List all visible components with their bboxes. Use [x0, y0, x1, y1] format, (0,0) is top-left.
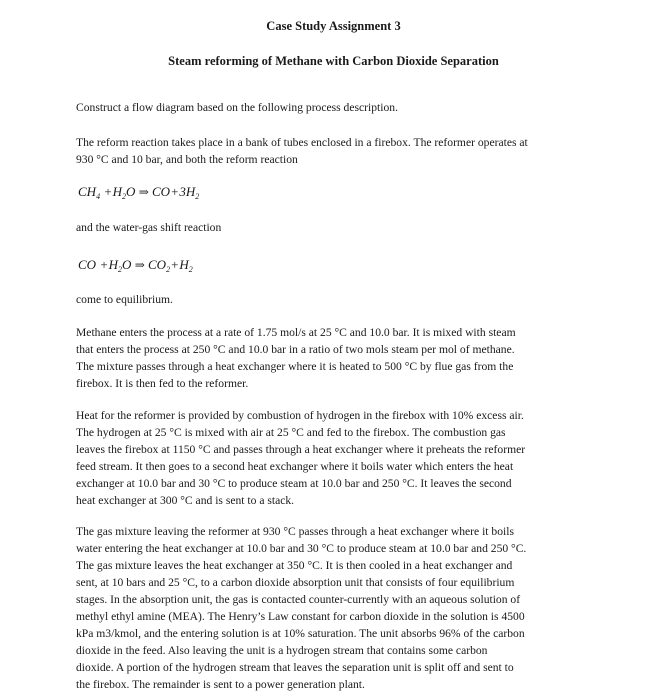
arrow-icon: ⇒: [138, 185, 149, 199]
shift-reaction-intro: [76, 219, 601, 236]
page-title: Case Study Assignment 3: [266, 19, 401, 33]
paragraph-line: the firebox. The remainder is sent to a power generation plant.: [76, 678, 365, 691]
paragraph-line: water entering the heat exchanger at 10.0 bar and 30 °C to produce steam at 10.0 bar and 250 °C.: [76, 542, 527, 555]
paragraph-line: come to equilibrium.: [76, 293, 173, 306]
paragraph-line: firebox. It is then fed to the reformer.: [76, 377, 249, 390]
paragraph-line: The hydrogen at 25 °C is mixed with air at 25 °C and fed to the firebox. The combustion gas: [76, 426, 506, 439]
paragraph-separation: [76, 523, 601, 693]
paragraph-line: dioxide in the feed. Also leaving the unit is a hydrogen stream that contains some carbon: [76, 644, 488, 657]
paragraph-line: feed stream. It then goes to a second heat exchanger where it boils water which enters the heat: [76, 460, 514, 473]
paragraph-line: The gas mixture leaving the reformer at 930 °C passes through a heat exchanger where it boils: [76, 525, 514, 538]
paragraph-line: kPa m3/kmol, and the entering solution is at 10% saturation. The unit absorbs 96% of the carbon: [76, 627, 525, 640]
reform-reaction-equation: $CH_4 +H_2O$ ⇒ $CO+3H_2$: [78, 184, 200, 201]
paragraph-line: sent, at 10 bars and 25 °C, to a carbon dioxide absorption unit that consists of four equilibrium: [76, 576, 515, 589]
paragraph-reformer: [76, 134, 601, 168]
paragraph-line: stages. In the absorption unit, the gas is contacted counter-currently with an aqueous solution of: [76, 593, 521, 606]
paragraph-line: Construct a flow diagram based on the following process description.: [76, 101, 398, 114]
paragraph-line: 930 °C and 10 bar, and both the reform reaction: [76, 153, 298, 166]
paragraph-firebox-heat: [76, 407, 601, 509]
paragraph-line: leaves the firebox at 1150 °C and passes through a heat exchanger where it preheats the reformer: [76, 443, 526, 456]
paragraph-line: The reform reaction takes place in a bank of tubes enclosed in a firebox. The reformer operates at: [76, 136, 528, 149]
paragraph-line: that enters the process at 250 °C and 10.0 bar in a ratio of two mols steam per mol of methane.: [76, 343, 515, 356]
paragraph-methane-feed: [76, 324, 601, 392]
paragraph-line: methyl ethyl amine (MEA). The Henry’s Law constant for carbon dioxide in the solution is 4500: [76, 610, 525, 623]
arrow-icon: ⇒: [134, 258, 145, 272]
paragraph-line: and the water-gas shift reaction: [76, 221, 222, 234]
paragraph-line: Heat for the reformer is provided by combustion of hydrogen in the firebox with 10% excess air.: [76, 409, 524, 422]
water-gas-shift-equation: CO $+H_2O$ ⇒ $CO_2+H_2$: [78, 257, 193, 274]
paragraph-line: dioxide. A portion of the hydrogen stream that leaves the separation unit is split off and sent to: [76, 661, 514, 674]
paragraph-line: heat exchanger at 300 °C and is sent to a stack.: [76, 494, 295, 507]
paragraph-line: exchanger at 10.0 bar and 30 °C to produce steam at 10.0 bar and 250 °C. It leaves the second: [76, 477, 512, 490]
paragraph-line: Methane enters the process at a rate of 1.75 mol/s at 25 °C and 10.0 bar. It is mixed with steam: [76, 326, 516, 339]
paragraph-line: The mixture passes through a heat exchanger where it is heated to 500 °C by flue gas from the: [76, 360, 514, 373]
intro-paragraph: [76, 99, 601, 116]
equilibrium-line: [76, 291, 601, 308]
paragraph-line: The gas mixture leaves the heat exchanger at 350 °C. It is then cooled in a heat exchanger and: [76, 559, 513, 572]
page-subtitle: Steam reforming of Methane with Carbon Dioxide Separation: [168, 54, 499, 68]
